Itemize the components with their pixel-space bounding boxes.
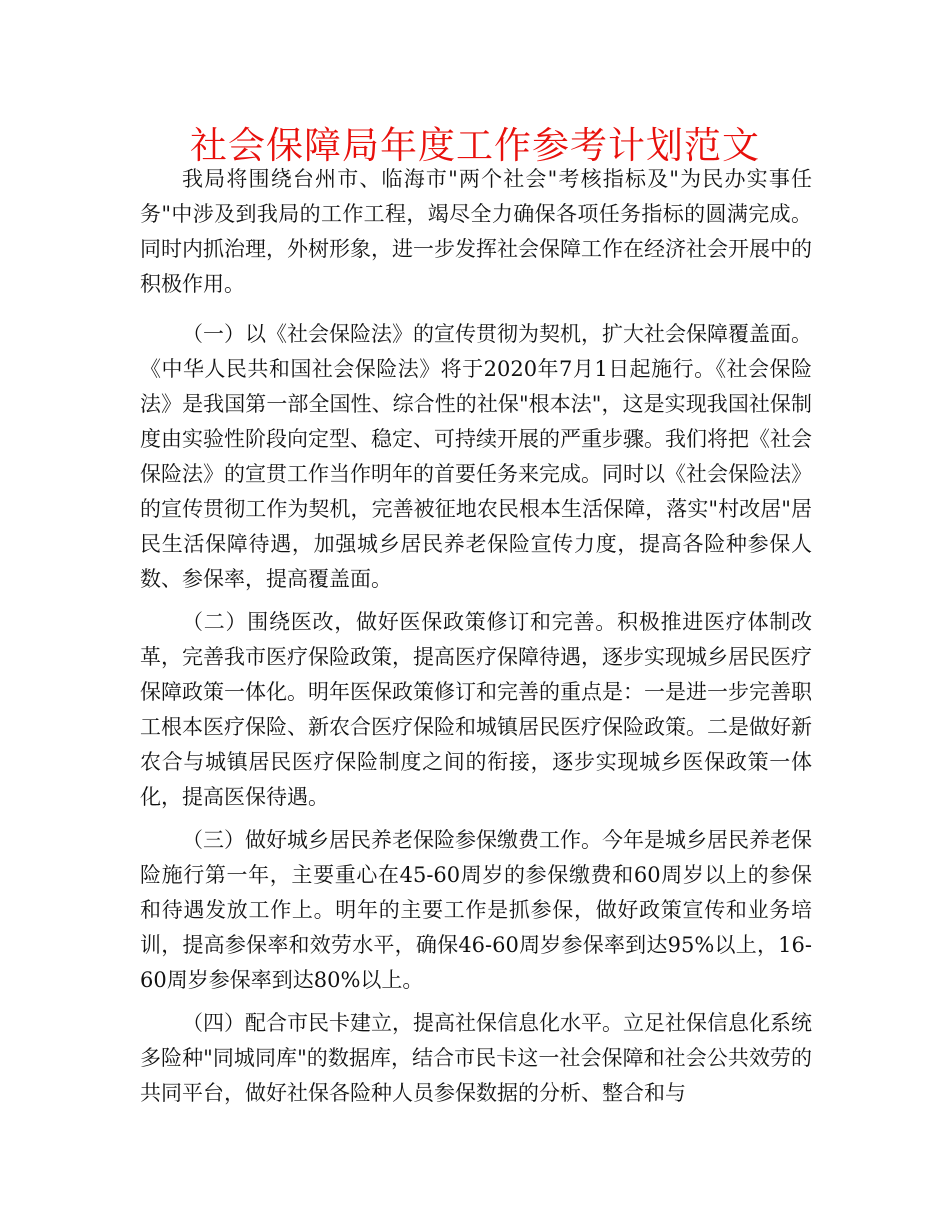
document-body xyxy=(140,162,812,1119)
paragraph-section-4: （四）配合市民卡建立，提高社保信息化水平。立足社保信息化系统多险种"同城同库"的数据库，结合市民卡这一社会保障和社会公共效劳的共同平台，做好社保各险种人员参保数据的分析、整合和与 xyxy=(140,1011,812,1105)
document-title: 社会保障局年度工作参考计划范文 xyxy=(190,124,760,167)
paragraph-section-1: （一）以《社会保险法》的宣传贯彻为契机，扩大社会保障覆盖面。《中华人民共和国社会保险法》将于2020年7月1日起施行。《社会保险法》是我国第一部全国性、综合性的社保"根本法"，这是实现我国社保制度由实验性阶段向定型、稳定、可持续开展的严重步骤。我们将把《社会保险法》的宣贯工作当作明年的首要任务来完成。同时以《社会保险法》的宣传贯彻工作为契机，完善被征地农民根本生活保障，落实"村改居"居民生活保障待遇，加强城乡居民养老保险宣传力度，提高各险种参保人数、参保率，提高覆盖面。 xyxy=(140,322,812,591)
paragraph-intro: 我局将围绕台州市、临海市"两个社会"考核指标及"为民办实事任务"中涉及到我局的工作工程，竭尽全力确保各项任务指标的圆满完成。同时内抓治理，外树形象，进一步发挥社会保障工作在经济社会开展中的积极作用。 xyxy=(140,167,812,296)
paragraph-section-3: （三）做好城乡居民养老保险参保缴费工作。今年是城乡居民养老保险施行第一年，主要重心在45-60周岁的参保缴费和60周岁以上的参保和待遇发放工作上。明年的主要工作是抓参保，做好政策宣传和业务培训，提高参保率和效劳水平，确保46-60周岁参保率到达95%以上，16-60周岁参保率到达80%以上。 xyxy=(140,828,812,992)
paragraph-section-2: （二）围绕医改，做好医保政策修订和完善。积极推进医疗体制改革，完善我市医疗保险政策，提高医疗保障待遇，逐步实现城乡居民医疗保障政策一体化。明年医保政策修订和完善的重点是：一是进一步完善职工根本医疗保险、新农合医疗保险和城镇居民医疗保险政策。二是做好新农合与城镇居民医疗保险制度之间的衔接，逐步实现城乡医保政策一体化，提高医保待遇。 xyxy=(140,610,812,809)
